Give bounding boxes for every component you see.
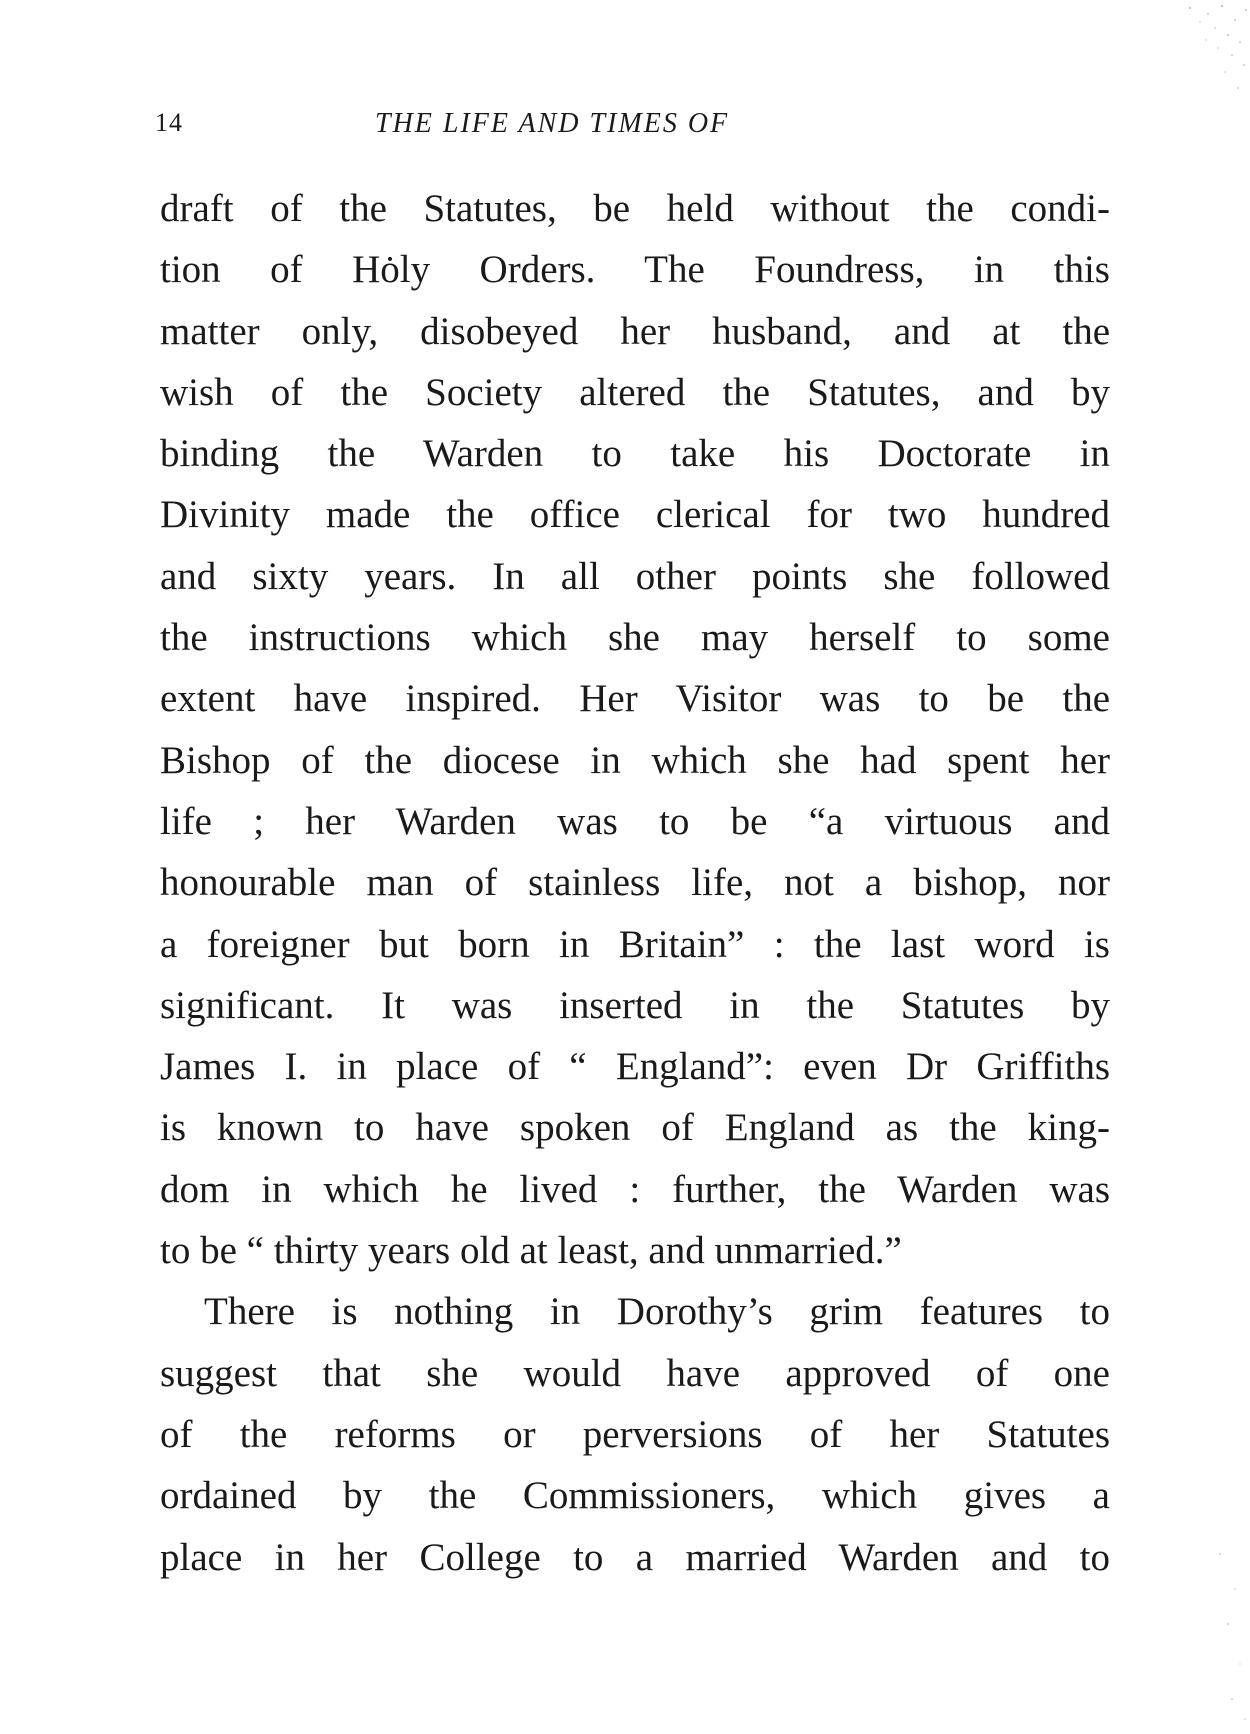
text-line: extent have inspired. Her Visitor was to be the — [160, 677, 1110, 721]
text-line: of the reforms or perversions of her Statutes — [160, 1412, 1110, 1456]
text-line: binding the Warden to take his Doctorate in — [160, 432, 1110, 476]
text-line: There is nothing in Dorothy’s grim features to — [204, 1290, 1110, 1334]
text-line: honourable man of stainless life, not a bishop, nor — [160, 861, 1110, 905]
paragraph — [160, 178, 1110, 1281]
text-line: a foreigner but born in Britain” : the last word is — [160, 922, 1110, 966]
paper-speckle-bottom-right — [1190, 1534, 1250, 1734]
body-text — [160, 178, 1110, 1588]
text-line: life ; her Warden was to be “a virtuous and — [160, 799, 1110, 843]
text-line: is known to have spoken of England as the king- — [160, 1106, 1110, 1150]
text-line: dom in which he lived : further, the Warden was — [160, 1167, 1110, 1211]
text-line: and sixty years. In all other points she followed — [160, 554, 1110, 598]
text-line: significant. It was inserted in the Statutes by — [160, 983, 1110, 1027]
text-line: place in her College to a married Warden and to — [160, 1535, 1110, 1579]
paragraph — [160, 1281, 1110, 1587]
text-line: to be “ thirty years old at least, and unmarried.” — [160, 1229, 902, 1273]
running-head: THE LIFE AND TIMES OF — [375, 108, 730, 139]
text-line: ordained by the Commissioners, which gives a — [160, 1474, 1110, 1518]
page-header — [155, 108, 1115, 148]
text-line: Bishop of the diocese in which she had spent her — [160, 738, 1110, 782]
text-line: the instructions which she may herself to some — [160, 616, 1110, 660]
text-line: draft of the Statutes, be held without the condi- — [160, 187, 1110, 230]
text-line: suggest that she would have approved of one — [160, 1351, 1110, 1395]
text-line: wish of the Society altered the Statutes, and by — [160, 370, 1110, 414]
page-number: 14 — [155, 108, 183, 137]
text-line: tion of Hȯly Orders. The Foundress, in this — [160, 248, 1110, 292]
paper-speckle-top-right — [1120, 0, 1250, 110]
text-line: Divinity made the office clerical for two hundred — [160, 493, 1110, 537]
text-line: James I. in place of “ England”: even Dr Griffiths — [160, 1045, 1110, 1089]
text-line: matter only, disobeyed her husband, and at the — [160, 309, 1110, 353]
